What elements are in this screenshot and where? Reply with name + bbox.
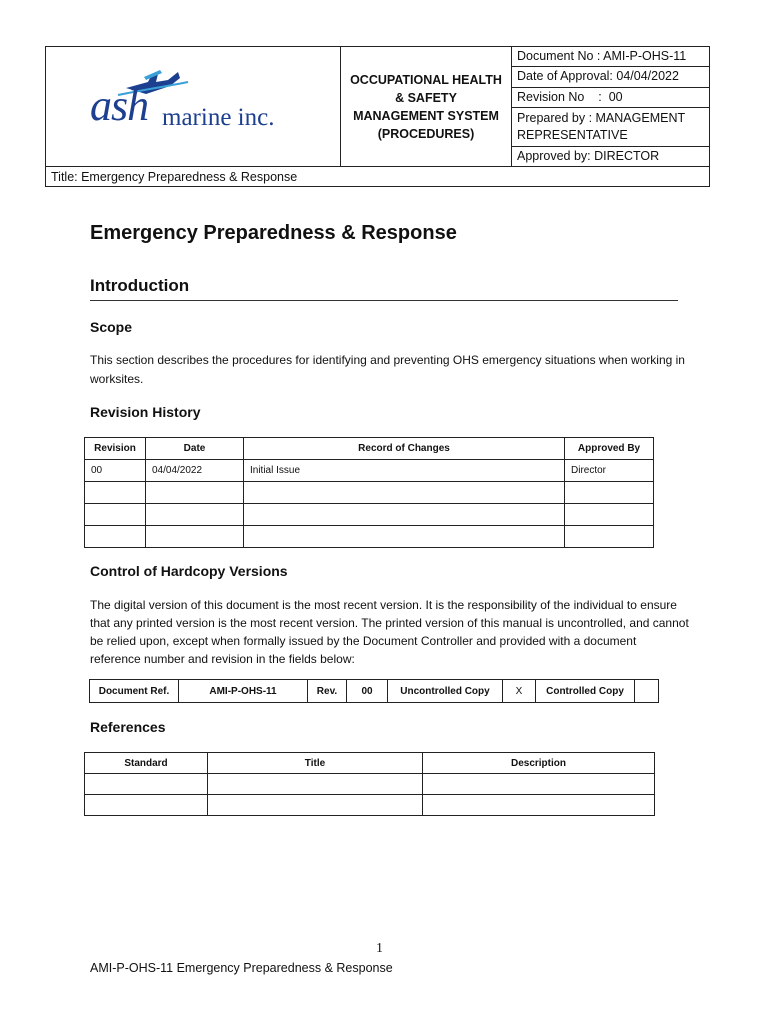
doc-ref-value: AMI-P-OHS-11 [179, 680, 308, 703]
table-cell [565, 526, 654, 548]
revision-number: Revision No : 00 [512, 87, 710, 107]
uncontrolled-copy-mark: X [503, 680, 536, 703]
page-number: 1 [376, 941, 383, 956]
logo-cell [46, 47, 341, 167]
table-cell: 04/04/2022 [146, 460, 244, 482]
table-cell: Director [565, 460, 654, 482]
revision-history-table [84, 437, 654, 548]
hardcopy-text: The digital version of this document is the most recent version. It is the responsibility of the individual to ensure that any printed version is the most recent version. The printed version of this manual is uncontrolled, and cannot be relied upon, except when formally issued by the Document Controller and provided with a document reference number and revision in the fields below: [90, 598, 689, 666]
table-cell [244, 482, 565, 504]
table-cell [85, 526, 146, 548]
table-cell: Initial Issue [244, 460, 565, 482]
table-cell [85, 504, 146, 526]
system-title-line: (PROCEDURES) [377, 126, 475, 141]
controlled-copy-mark [635, 680, 659, 703]
table-row [85, 460, 654, 482]
column-header: Revision [85, 438, 146, 460]
table-row [90, 680, 659, 703]
table-cell: 00 [85, 460, 146, 482]
doc-ref-label: Document Ref. [90, 680, 179, 703]
prepared-by-line: Prepared by : MANAGEMENT [517, 110, 686, 125]
table-cell [423, 774, 655, 795]
column-header: Description [423, 753, 655, 774]
table-cell [208, 774, 423, 795]
logo-marine-text: marine inc. [162, 103, 275, 131]
page-footer: AMI-P-OHS-11 Emergency Preparedness & Response [90, 961, 393, 975]
column-header: Standard [85, 753, 208, 774]
column-header: Record of Changes [244, 438, 565, 460]
table-cell [146, 526, 244, 548]
system-title-line: MANAGEMENT SYSTEM [353, 108, 499, 123]
system-title-line: & SAFETY [395, 90, 457, 105]
uncontrolled-copy-label: Uncontrolled Copy [388, 680, 503, 703]
table-cell [85, 774, 208, 795]
system-title [341, 47, 512, 167]
document-number: Document No : AMI-P-OHS-11 [512, 47, 710, 67]
logo-ash-text: ash [90, 80, 149, 130]
header-title: Title: Emergency Preparedness & Response [46, 167, 710, 187]
references-table [84, 752, 655, 816]
approved-by: Approved by: DIRECTOR [512, 146, 710, 166]
references-heading: References [90, 719, 166, 735]
revision-history-heading: Revision History [90, 404, 201, 420]
hardcopy-heading: Control of Hardcopy Versions [90, 563, 288, 579]
table-cell [208, 795, 423, 816]
table-row [85, 482, 654, 504]
heading-divider [90, 300, 678, 301]
table-cell [85, 795, 208, 816]
table-row [85, 795, 655, 816]
table-row [85, 504, 654, 526]
table-cell [244, 526, 565, 548]
document-header [45, 46, 710, 187]
prepared-by-line: REPRESENTATIVE [517, 127, 628, 142]
column-header: Title [208, 753, 423, 774]
date-of-approval: Date of Approval: 04/04/2022 [512, 67, 710, 87]
column-header: Date [146, 438, 244, 460]
company-logo [88, 68, 308, 146]
table-header-row [85, 438, 654, 460]
table-header-row [85, 753, 655, 774]
system-title-line: OCCUPATIONAL HEALTH [350, 72, 502, 87]
column-header: Approved By [565, 438, 654, 460]
rev-value: 00 [347, 680, 388, 703]
introduction-heading: Introduction [90, 276, 190, 295]
table-cell [85, 482, 146, 504]
table-cell [423, 795, 655, 816]
scope-heading: Scope [90, 319, 133, 335]
scope-text: This section describes the procedures for identifying and preventing OHS emergency situations when working in worksites. [90, 353, 685, 386]
prepared-by [512, 107, 710, 146]
controlled-copy-label: Controlled Copy [536, 680, 635, 703]
table-cell [146, 482, 244, 504]
rev-label: Rev. [308, 680, 347, 703]
table-row [85, 526, 654, 548]
table-cell [565, 482, 654, 504]
table-row [85, 774, 655, 795]
table-cell [146, 504, 244, 526]
table-cell [244, 504, 565, 526]
document-title: Emergency Preparedness & Response [90, 222, 457, 244]
table-cell [565, 504, 654, 526]
copy-control-table [89, 679, 659, 703]
